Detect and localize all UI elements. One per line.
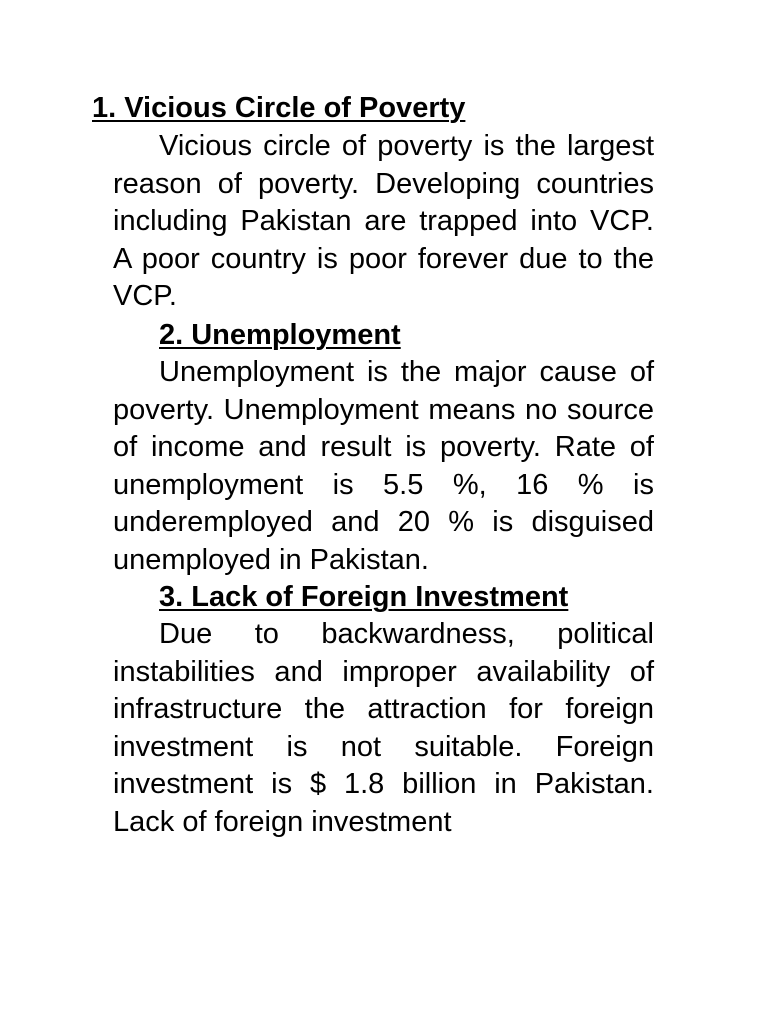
section-heading-unemployment: 2. Unemployment [159, 319, 401, 351]
section-heading-foreign-investment: 3. Lack of Foreign Investment [159, 581, 569, 613]
section-body-foreign-investment: Due to backwardness, political instabilities and improper availability of infrastructure the attraction for foreign investment is not suitable. Foreign investment is $ 1.8 billion in Pakistan. Lack of foreign investment [113, 618, 654, 838]
section-body-vicious-circle: Vicious circle of poverty is the largest reason of poverty. Developing countries including Pakistan are trapped into VCP. A poor country is poor forever due to the VCP. [113, 130, 654, 313]
section-heading-vicious-circle: 1. Vicious Circle of Poverty [92, 92, 466, 124]
section-body-unemployment: Unemployment is the major cause of poverty. Unemployment means no source of income and result is poverty. Rate of unemployment is 5.5 %, 16 % is underemployed and 20 % is disguised unemployed in Pakistan. [113, 356, 654, 576]
